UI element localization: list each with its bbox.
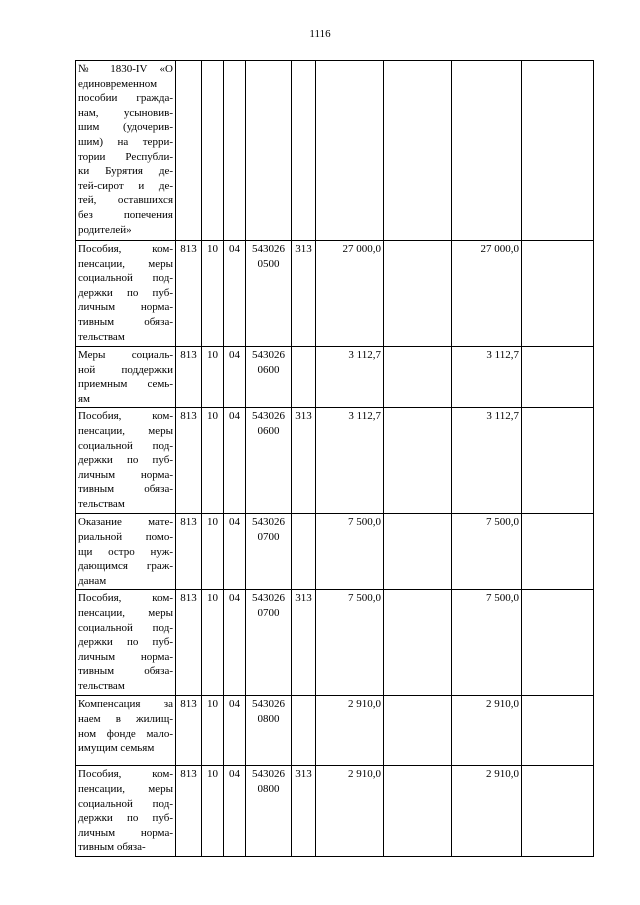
csr-code-part: 0500 bbox=[257, 257, 280, 270]
rz-cell: 10 bbox=[202, 590, 224, 696]
vr-cell: 313 bbox=[292, 408, 316, 514]
row-name-line: Пособия, ком- bbox=[78, 243, 173, 255]
amount-cell: 3 112,7 bbox=[316, 408, 384, 514]
empty-cell bbox=[522, 241, 594, 347]
amount-cell: 7 500,0 bbox=[316, 514, 384, 590]
amount-total-cell: 27 000,0 bbox=[452, 241, 522, 347]
empty-cell bbox=[522, 766, 594, 857]
amount-cell bbox=[316, 61, 384, 241]
row-name-line: личным норма- bbox=[78, 301, 173, 314]
row-name-cell bbox=[76, 347, 176, 408]
empty-cell bbox=[522, 347, 594, 408]
empty-cell bbox=[384, 61, 452, 241]
csr-code-part: 543026 bbox=[252, 768, 285, 781]
rz-cell: 10 bbox=[202, 347, 224, 408]
amount-total-cell bbox=[452, 61, 522, 241]
row-name-line: пенсации, меры bbox=[78, 606, 173, 619]
table-row bbox=[76, 61, 594, 241]
amount-total-cell: 7 500,0 bbox=[452, 514, 522, 590]
csr-code-part: 543026 bbox=[252, 410, 285, 423]
row-name-line: тельствам bbox=[78, 330, 125, 343]
csr-code-part: 543026 bbox=[252, 698, 285, 711]
pr-cell: 04 bbox=[224, 408, 246, 514]
csr-cell bbox=[246, 590, 292, 696]
row-name-line: дающимся граж- bbox=[78, 560, 173, 573]
vr-cell bbox=[292, 514, 316, 590]
csr-code-part: 543026 bbox=[252, 592, 285, 605]
row-name-line: социальной под- bbox=[78, 621, 173, 634]
empty-cell bbox=[522, 590, 594, 696]
csr-code-part: 0800 bbox=[257, 712, 280, 725]
vr-cell bbox=[292, 696, 316, 766]
row-name-line: тивным обяза- bbox=[78, 841, 146, 854]
csr-code-part: 543026 bbox=[252, 349, 285, 361]
rz-cell: 10 bbox=[202, 696, 224, 766]
row-name-line: имущим семьям bbox=[78, 742, 155, 755]
row-name-line: приемным семь- bbox=[78, 378, 173, 391]
amount-cell: 2 910,0 bbox=[316, 696, 384, 766]
empty-cell bbox=[384, 766, 452, 857]
row-name-line: риальной помо- bbox=[78, 530, 173, 543]
ved-cell: 813 bbox=[176, 590, 202, 696]
row-name-line: ной поддержки bbox=[78, 363, 173, 376]
row-name-line: держки по пуб- bbox=[78, 454, 173, 467]
amount-cell: 3 112,7 bbox=[316, 347, 384, 408]
csr-code-part: 0700 bbox=[257, 530, 280, 543]
csr-cell bbox=[246, 408, 292, 514]
row-name-line: ки Бурятия де- bbox=[78, 165, 173, 178]
pr-cell: 04 bbox=[224, 347, 246, 408]
row-name-line: пенсации, меры bbox=[78, 257, 173, 270]
row-name-line: держки по пуб- bbox=[78, 636, 173, 649]
csr-cell bbox=[246, 61, 292, 241]
row-name-line: социальной под- bbox=[78, 439, 173, 452]
table-row bbox=[76, 514, 594, 590]
row-name-line: социальной под- bbox=[78, 797, 173, 810]
row-name-line: пенсации, меры bbox=[78, 782, 173, 795]
amount-cell: 7 500,0 bbox=[316, 590, 384, 696]
csr-code-part: 0600 bbox=[257, 424, 280, 437]
amount-total-cell: 2 910,0 bbox=[452, 696, 522, 766]
csr-cell bbox=[246, 241, 292, 347]
table-row bbox=[76, 347, 594, 408]
vr-cell: 313 bbox=[292, 766, 316, 857]
row-name-line: держки по пуб- bbox=[78, 286, 173, 299]
empty-cell bbox=[384, 590, 452, 696]
ved-cell: 813 bbox=[176, 766, 202, 857]
pr-cell: 04 bbox=[224, 766, 246, 857]
pr-cell: 04 bbox=[224, 590, 246, 696]
ved-cell: 813 bbox=[176, 408, 202, 514]
row-name-line: ям bbox=[78, 392, 91, 405]
row-name-line: держки по пуб- bbox=[78, 812, 173, 825]
table-row bbox=[76, 696, 594, 766]
table-body bbox=[76, 61, 594, 857]
amount-total-cell: 3 112,7 bbox=[452, 347, 522, 408]
row-name-line: № 1830-IV «О bbox=[78, 63, 173, 75]
csr-cell bbox=[246, 696, 292, 766]
row-name-line: Компенсация за bbox=[78, 698, 173, 711]
row-name-line: тей-сирот и де- bbox=[78, 179, 173, 192]
vr-cell: 313 bbox=[292, 241, 316, 347]
pr-cell: 04 bbox=[224, 696, 246, 766]
row-name-line: тивным обяза- bbox=[78, 665, 173, 678]
csr-code-part: 543026 bbox=[252, 243, 285, 255]
row-name-line: шим (удочерив- bbox=[78, 121, 173, 134]
row-name-cell bbox=[76, 514, 176, 590]
row-name-line: ном фонде мало- bbox=[78, 727, 173, 740]
row-name-cell bbox=[76, 408, 176, 514]
row-name-line: наем в жилищ- bbox=[78, 712, 173, 725]
vr-cell: 313 bbox=[292, 590, 316, 696]
row-name-line: личным норма- bbox=[78, 650, 173, 663]
pr-cell bbox=[224, 61, 246, 241]
pr-cell: 04 bbox=[224, 241, 246, 347]
table-row bbox=[76, 590, 594, 696]
row-name-line: Пособия, ком- bbox=[78, 410, 173, 423]
csr-code-part: 0800 bbox=[257, 782, 280, 795]
row-name-line: личным норма- bbox=[78, 826, 173, 839]
row-name-line: пенсации, меры bbox=[78, 424, 173, 437]
vr-cell bbox=[292, 61, 316, 241]
row-name-line: тей, оставшихся bbox=[78, 194, 173, 207]
row-name-cell bbox=[76, 590, 176, 696]
amount-total-cell: 7 500,0 bbox=[452, 590, 522, 696]
rz-cell: 10 bbox=[202, 241, 224, 347]
ved-cell: 813 bbox=[176, 696, 202, 766]
row-name-line: без попечения bbox=[78, 208, 173, 221]
row-name-cell bbox=[76, 241, 176, 347]
row-name-line: тельствам bbox=[78, 497, 125, 510]
row-name-line: тивным обяза- bbox=[78, 315, 173, 328]
row-name-line: тивным обяза- bbox=[78, 483, 173, 496]
csr-code-part: 0700 bbox=[257, 606, 280, 619]
empty-cell bbox=[522, 696, 594, 766]
table-row bbox=[76, 766, 594, 857]
ved-cell: 813 bbox=[176, 241, 202, 347]
empty-cell bbox=[384, 514, 452, 590]
row-name-cell bbox=[76, 766, 176, 857]
csr-cell bbox=[246, 514, 292, 590]
csr-cell bbox=[246, 347, 292, 408]
empty-cell bbox=[384, 347, 452, 408]
row-name-cell bbox=[76, 696, 176, 766]
rz-cell: 10 bbox=[202, 408, 224, 514]
row-name-line: щи остро нуж- bbox=[78, 545, 173, 558]
row-name-line: Пособия, ком- bbox=[78, 768, 173, 781]
row-name-line: социальной под- bbox=[78, 272, 173, 285]
table-row bbox=[76, 241, 594, 347]
ved-cell: 813 bbox=[176, 347, 202, 408]
amount-cell: 27 000,0 bbox=[316, 241, 384, 347]
empty-cell bbox=[384, 696, 452, 766]
budget-table bbox=[75, 60, 594, 857]
row-name-line: единовременном bbox=[78, 77, 158, 90]
amount-cell: 2 910,0 bbox=[316, 766, 384, 857]
csr-code-part: 543026 bbox=[252, 516, 285, 529]
ved-cell bbox=[176, 61, 202, 241]
rz-cell: 10 bbox=[202, 514, 224, 590]
vr-cell bbox=[292, 347, 316, 408]
empty-cell bbox=[384, 241, 452, 347]
row-name-cell bbox=[76, 61, 176, 241]
empty-cell bbox=[522, 408, 594, 514]
row-name-line: родителей» bbox=[78, 223, 132, 236]
page-number: 1116 bbox=[309, 28, 331, 40]
ved-cell: 813 bbox=[176, 514, 202, 590]
csr-cell bbox=[246, 766, 292, 857]
empty-cell bbox=[384, 408, 452, 514]
row-name-line: данам bbox=[78, 574, 107, 587]
empty-cell bbox=[522, 514, 594, 590]
row-name-line: личным норма- bbox=[78, 468, 173, 481]
amount-total-cell: 3 112,7 bbox=[452, 408, 522, 514]
table-row bbox=[76, 408, 594, 514]
row-name-line: нам, усыновив- bbox=[78, 106, 173, 119]
pr-cell: 04 bbox=[224, 514, 246, 590]
row-name-line: тельствам bbox=[78, 679, 125, 692]
row-name-line: тории Республи- bbox=[78, 150, 173, 163]
row-name-line: Оказание мате- bbox=[78, 516, 173, 529]
amount-total-cell: 2 910,0 bbox=[452, 766, 522, 857]
rz-cell bbox=[202, 61, 224, 241]
empty-cell bbox=[522, 61, 594, 241]
row-name-line: шим) на терри- bbox=[78, 135, 173, 148]
rz-cell: 10 bbox=[202, 766, 224, 857]
row-name-line: Пособия, ком- bbox=[78, 592, 173, 605]
csr-code-part: 0600 bbox=[257, 363, 280, 376]
row-name-line: пособии гражда- bbox=[78, 92, 173, 105]
row-name-line: Меры социаль- bbox=[78, 349, 173, 361]
